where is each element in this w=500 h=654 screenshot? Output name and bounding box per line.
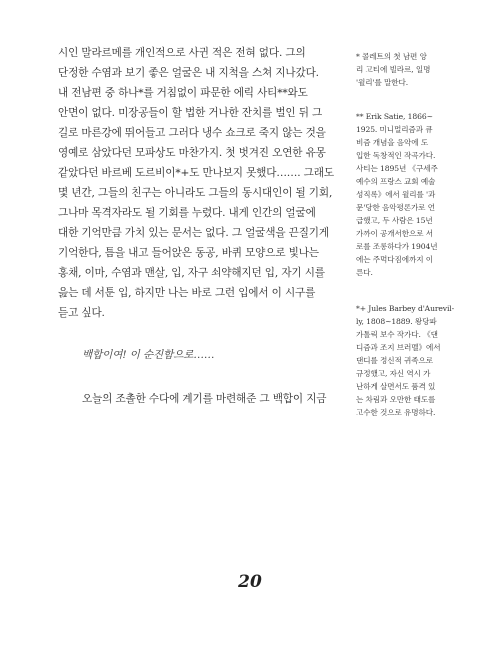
text-line: 기억한다, 틈을 내고 들어앉은 동공, 바퀴 모양으로 빛나는	[58, 247, 319, 259]
footnote-line: 리 고티에 빌라르, 일명	[356, 65, 431, 74]
footnote-line: *+ Jules Barbey d'Aurevil-	[356, 304, 455, 313]
footnote-line: 입한 독창적인 작곡가다.	[356, 151, 436, 160]
footnote-line: 급했고, 두 사람은 15년	[356, 216, 433, 225]
footnote-line: 고수한 것으로 유명하다.	[356, 408, 436, 417]
footnote-line: 가톨릭 보수 작가다. 《댄	[356, 330, 438, 339]
page-number: 20	[238, 572, 262, 592]
footnote-line: * 콜레트의 첫 남편 앙	[356, 52, 427, 61]
text-line: 홍채, 이마, 수염과 맨살, 입, 자구 쇠약해지던 입, 자기 시를	[58, 267, 325, 279]
text-line: 안면이 없다. 미장공들이 할 법한 거나한 잔치를 벌인 뒤 그	[58, 107, 323, 119]
text-line: 같았다던 바르베 도르비이*+도 만나보지 못했다……. 그래도	[58, 167, 334, 179]
footnote-line: 난하게 살면서도 품격 있	[356, 382, 436, 391]
text-line: 오늘의 조촐한 수다에 계기를 마련해준 그 백합이 지금	[82, 393, 327, 405]
footnote-line: 가까이 공개서한으로 서	[356, 229, 433, 238]
footnote-line: 는 차림과 오만한 태도를	[356, 395, 436, 404]
footnote-line: 성직록》에서 윌리를 '과	[356, 190, 436, 199]
footnote-line: 1925. 미니멀리즘과 큐	[356, 125, 433, 134]
text-line: 길로 마른강에 뛰어들고 그러다 냉수 쇼크로 죽지 않는 것을	[58, 127, 326, 139]
footnote-line: 비즘 개념을 음악에 도	[356, 138, 429, 147]
footnote-line: 디즘과 조지 브러멜》에서	[356, 343, 441, 352]
text-line: 시인 말라르메를 개인적으로 사귄 적은 전혀 없다. 그의	[58, 47, 306, 59]
footnote-line: 예수의 프랑스 교회 예술	[356, 177, 436, 186]
footnote-line: ly, 1808~1889. 왕당파	[356, 317, 437, 326]
text-line: 단정한 수염과 보기 좋은 얼굴은 내 지척을 스쳐 지나갔다.	[58, 67, 319, 79]
footnote-line: 로를 조롱하다가 1904년	[356, 242, 438, 251]
text-line: 그나마 목격자라도 될 기회를 누렸다. 내게 인간의 얼굴에	[58, 207, 316, 219]
footnote-line: 에는 주먹다짐에까지 이	[356, 255, 433, 264]
footnote-line: '윌리'를 말한다.	[356, 78, 409, 87]
footnote-line: 문'당한 음악평론가로 언	[356, 203, 435, 212]
footnote-line: 른다.	[356, 268, 373, 277]
footnote-line: 사티는 1895년 《구세주	[356, 164, 438, 173]
quote-line: 백합이여! 이 순진함으로……	[82, 349, 215, 361]
text-line: 내 전남편 중 하나*를 거침없이 파문한 에릭 사티**와도	[58, 87, 308, 99]
footnote-line: 댄디를 정신적 귀족으로	[356, 356, 433, 365]
text-line: 듣고 싶다.	[58, 307, 105, 319]
text-line: 읊는 데 서툰 입, 하지만 나는 바로 그런 입에서 이 시구를	[58, 287, 316, 299]
text-line: 대한 기억만큼 가치 있는 문서는 없다. 그 얼굴색을 끈질기게	[58, 227, 329, 239]
text-line: 영예로 삼았다던 모파상도 마찬가지. 첫 벗겨진 오연한 유몽	[58, 147, 326, 159]
footnote-line: 규정했고, 자신 역시 가	[356, 369, 431, 378]
text-line: 몇 년간, 그들의 친구는 아니라도 그들의 동시대인이 될 기회,	[58, 187, 333, 199]
footnote-line: ** Erik Satie, 1866~	[356, 112, 433, 121]
